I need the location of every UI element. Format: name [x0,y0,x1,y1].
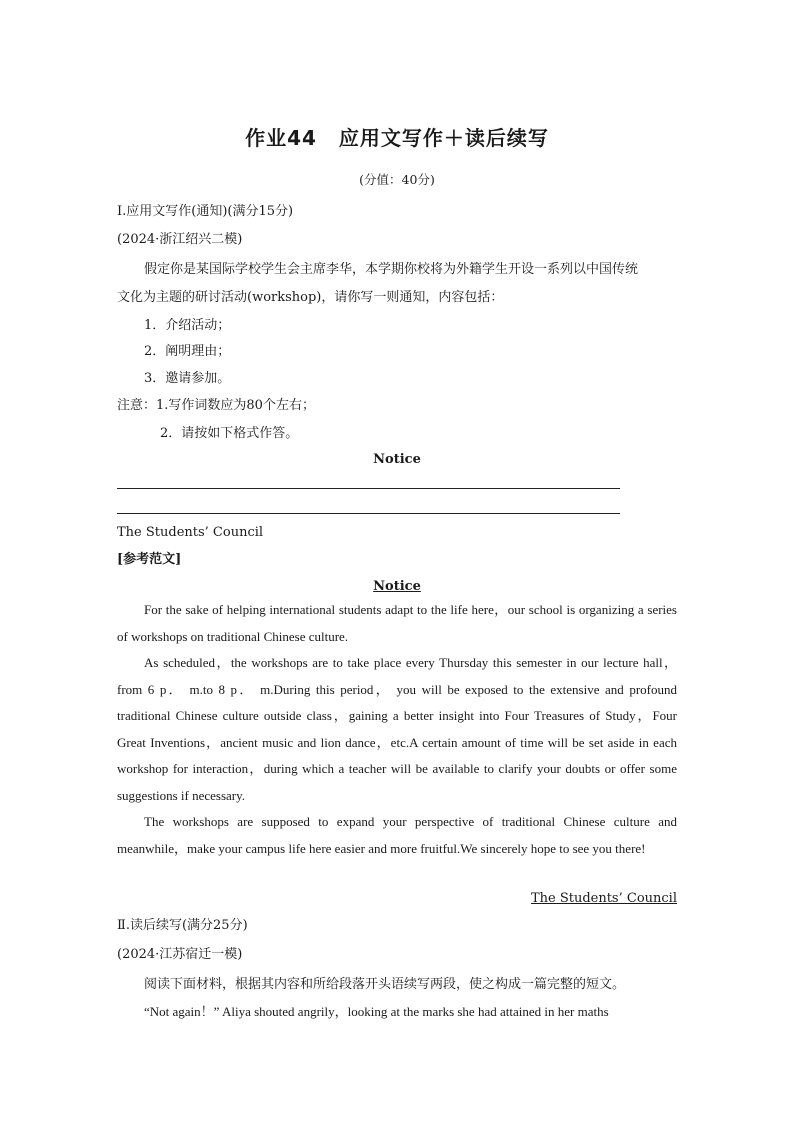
notice-heading: Notice [373,452,421,467]
note-line-2: 2．请按如下格式作答。 [160,426,299,441]
score-total: (分值：40分) [359,172,435,187]
page-title [0,122,794,151]
reference-essay [117,597,677,862]
reference-label: [参考范文] [117,552,182,567]
reference-paragraph-3: The workshops are supposed to expand your perspective of traditional Chinese culture and meanwhile，make your campus life here easier and more fruitful.We sincerely hope to see you there! [117,814,677,856]
prompt-line-2: 文化为主题的研讨活动(workshop)，请你写一则通知，内容包括： [117,290,504,305]
notice-signature: The Students’ Council [117,525,264,540]
part2-source: (2024·江苏宿迁一模) [117,947,243,962]
part1-heading: Ⅰ.应用文写作(通知)(满分15分) [117,204,294,219]
title-number: 作业44 [245,126,317,150]
prompt-line-1: 假定你是某国际学校学生会主席李华，本学期你校将为外籍学生开设一系列以中国传统 [144,262,639,277]
story-line-1: “Not again！” Aliya shouted angrily，looking at the marks she had attained in her maths [144,1004,609,1019]
reference-paragraph-2: As scheduled，the workshops are to take place every Thursday this semester in our lecture hall， from 6 p． m.to 8 p． m.During this period， you will be exposed to the extensive and profound traditional Chinese culture outside class，gaining a better insight into Four Treasures of Study，Four Great Inventions，ancient music and lion dance，etc.A certain amount of time will be set aside in each workshop for interaction，during which a teacher will be available to clarify your doubts or offer some suggestions if necessary. [117,655,677,803]
reference-paragraph-1: For the sake of helping international students adapt to the life here，our school is organizing a series of workshops on traditional Chinese culture. [117,602,677,644]
answer-line-2 [117,513,620,514]
reference-heading: Notice [373,579,421,594]
part2-instruction: 阅读下面材料，根据其内容和所给段落开头语续写两段，使之构成一篇完整的短文。 [144,977,626,992]
prompt-item-2: 2．阐明理由； [144,344,231,359]
note-line-1: 注意：1.写作词数应为80个左右； [117,398,315,413]
reference-signature: The Students’ Council [530,891,677,906]
part1-source: (2024·浙江绍兴二模) [117,232,243,247]
title-text: 应用文写作＋读后续写 [338,126,549,150]
prompt-item-3: 3．邀请参加。 [144,371,231,386]
answer-line-1 [117,488,620,489]
part2-heading: Ⅱ.读后续写(满分25分) [117,918,248,933]
story-text [117,999,677,1026]
prompt-item-1: 1．介绍活动； [144,318,231,333]
